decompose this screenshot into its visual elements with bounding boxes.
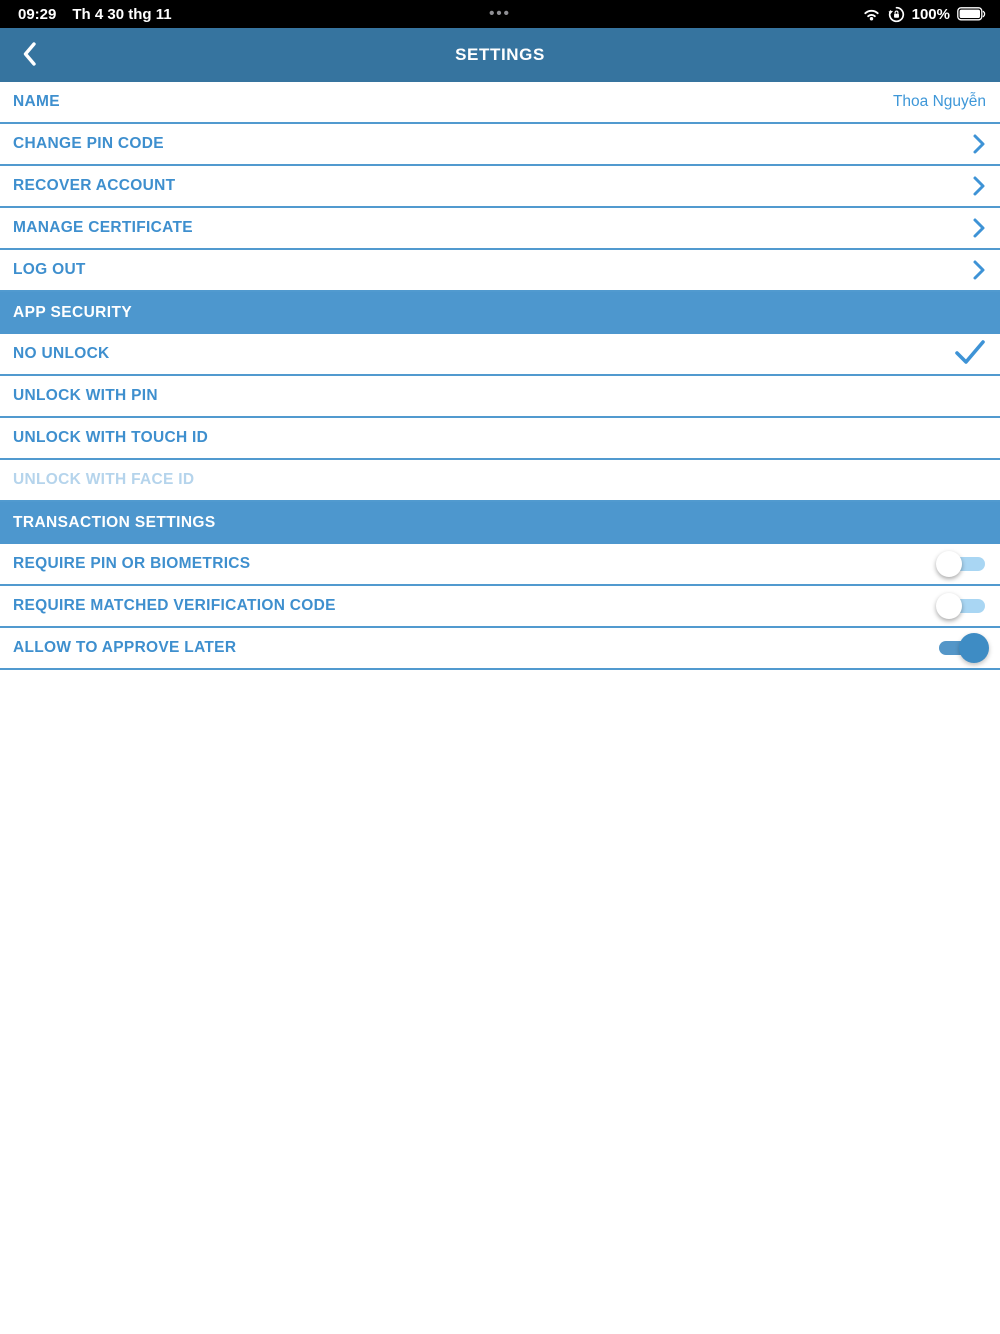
row-change-pin-code[interactable] [0,124,1000,166]
allow-to-approve-later-toggle[interactable] [938,632,986,664]
row-unlock-with-face-id [0,460,1000,502]
row-log-out[interactable] [0,250,1000,292]
row-require-matched-verification-code [0,586,1000,628]
rotation-lock-icon [888,6,905,23]
row-unlock-with-pin[interactable] [0,376,1000,418]
section-transaction-settings [0,502,1000,544]
toggle-knob [959,633,989,663]
section-app-security [0,292,1000,334]
settings-list [0,82,1000,670]
status-date: Th 4 30 thg 11 [72,5,172,23]
name-label: NAME [13,93,60,110]
wifi-icon [862,7,881,21]
unlock-with-pin-label: UNLOCK WITH PIN [13,387,158,404]
clock: 09:29 [18,5,57,23]
status-left [10,6,172,23]
row-require-pin-or-biometrics [0,544,1000,586]
page-title: SETTINGS [455,45,545,64]
row-allow-to-approve-later [0,628,1000,670]
row-manage-certificate[interactable] [0,208,1000,250]
unlock-with-touch-id-label: UNLOCK WITH TOUCH ID [13,429,209,446]
unlock-with-face-id-label: UNLOCK WITH FACE ID [13,471,195,488]
app-security-label: APP SECURITY [13,304,133,321]
manage-certificate-label: MANAGE CERTIFICATE [13,219,193,236]
status-dots: ••• [489,4,511,22]
chevron-right-icon [972,258,986,282]
toggle-knob [936,551,962,577]
status-right [862,6,990,23]
chevron-left-icon [22,41,37,70]
name-value: Thoa Nguyễn [892,93,986,110]
recover-account-label: RECOVER ACCOUNT [13,177,176,194]
battery-percent: 100% [911,5,950,23]
require-matched-verification-code-label: REQUIRE MATCHED VERIFICATION CODE [13,597,336,614]
change-pin-label: CHANGE PIN CODE [13,135,164,152]
chevron-right-icon [972,132,986,156]
allow-to-approve-later-label: ALLOW TO APPROVE LATER [13,639,237,656]
nav-bar [0,28,1000,82]
chevron-right-icon [972,216,986,240]
no-unlock-label: NO UNLOCK [13,345,110,362]
require-pin-or-biometrics-toggle[interactable] [938,548,986,580]
log-out-label: LOG OUT [13,261,86,278]
checkmark-icon [954,339,986,370]
require-matched-verification-code-toggle[interactable] [938,590,986,622]
row-no-unlock[interactable] [0,334,1000,376]
row-name [0,82,1000,124]
back-button[interactable] [0,33,47,78]
transaction-settings-label: TRANSACTION SETTINGS [13,514,216,531]
require-pin-or-biometrics-label: REQUIRE PIN OR BIOMETRICS [13,555,251,572]
row-unlock-with-touch-id[interactable] [0,418,1000,460]
toggle-knob [936,593,962,619]
chevron-right-icon [972,174,986,198]
battery-full-icon [957,7,986,21]
row-recover-account[interactable] [0,166,1000,208]
status-bar [0,0,1000,28]
